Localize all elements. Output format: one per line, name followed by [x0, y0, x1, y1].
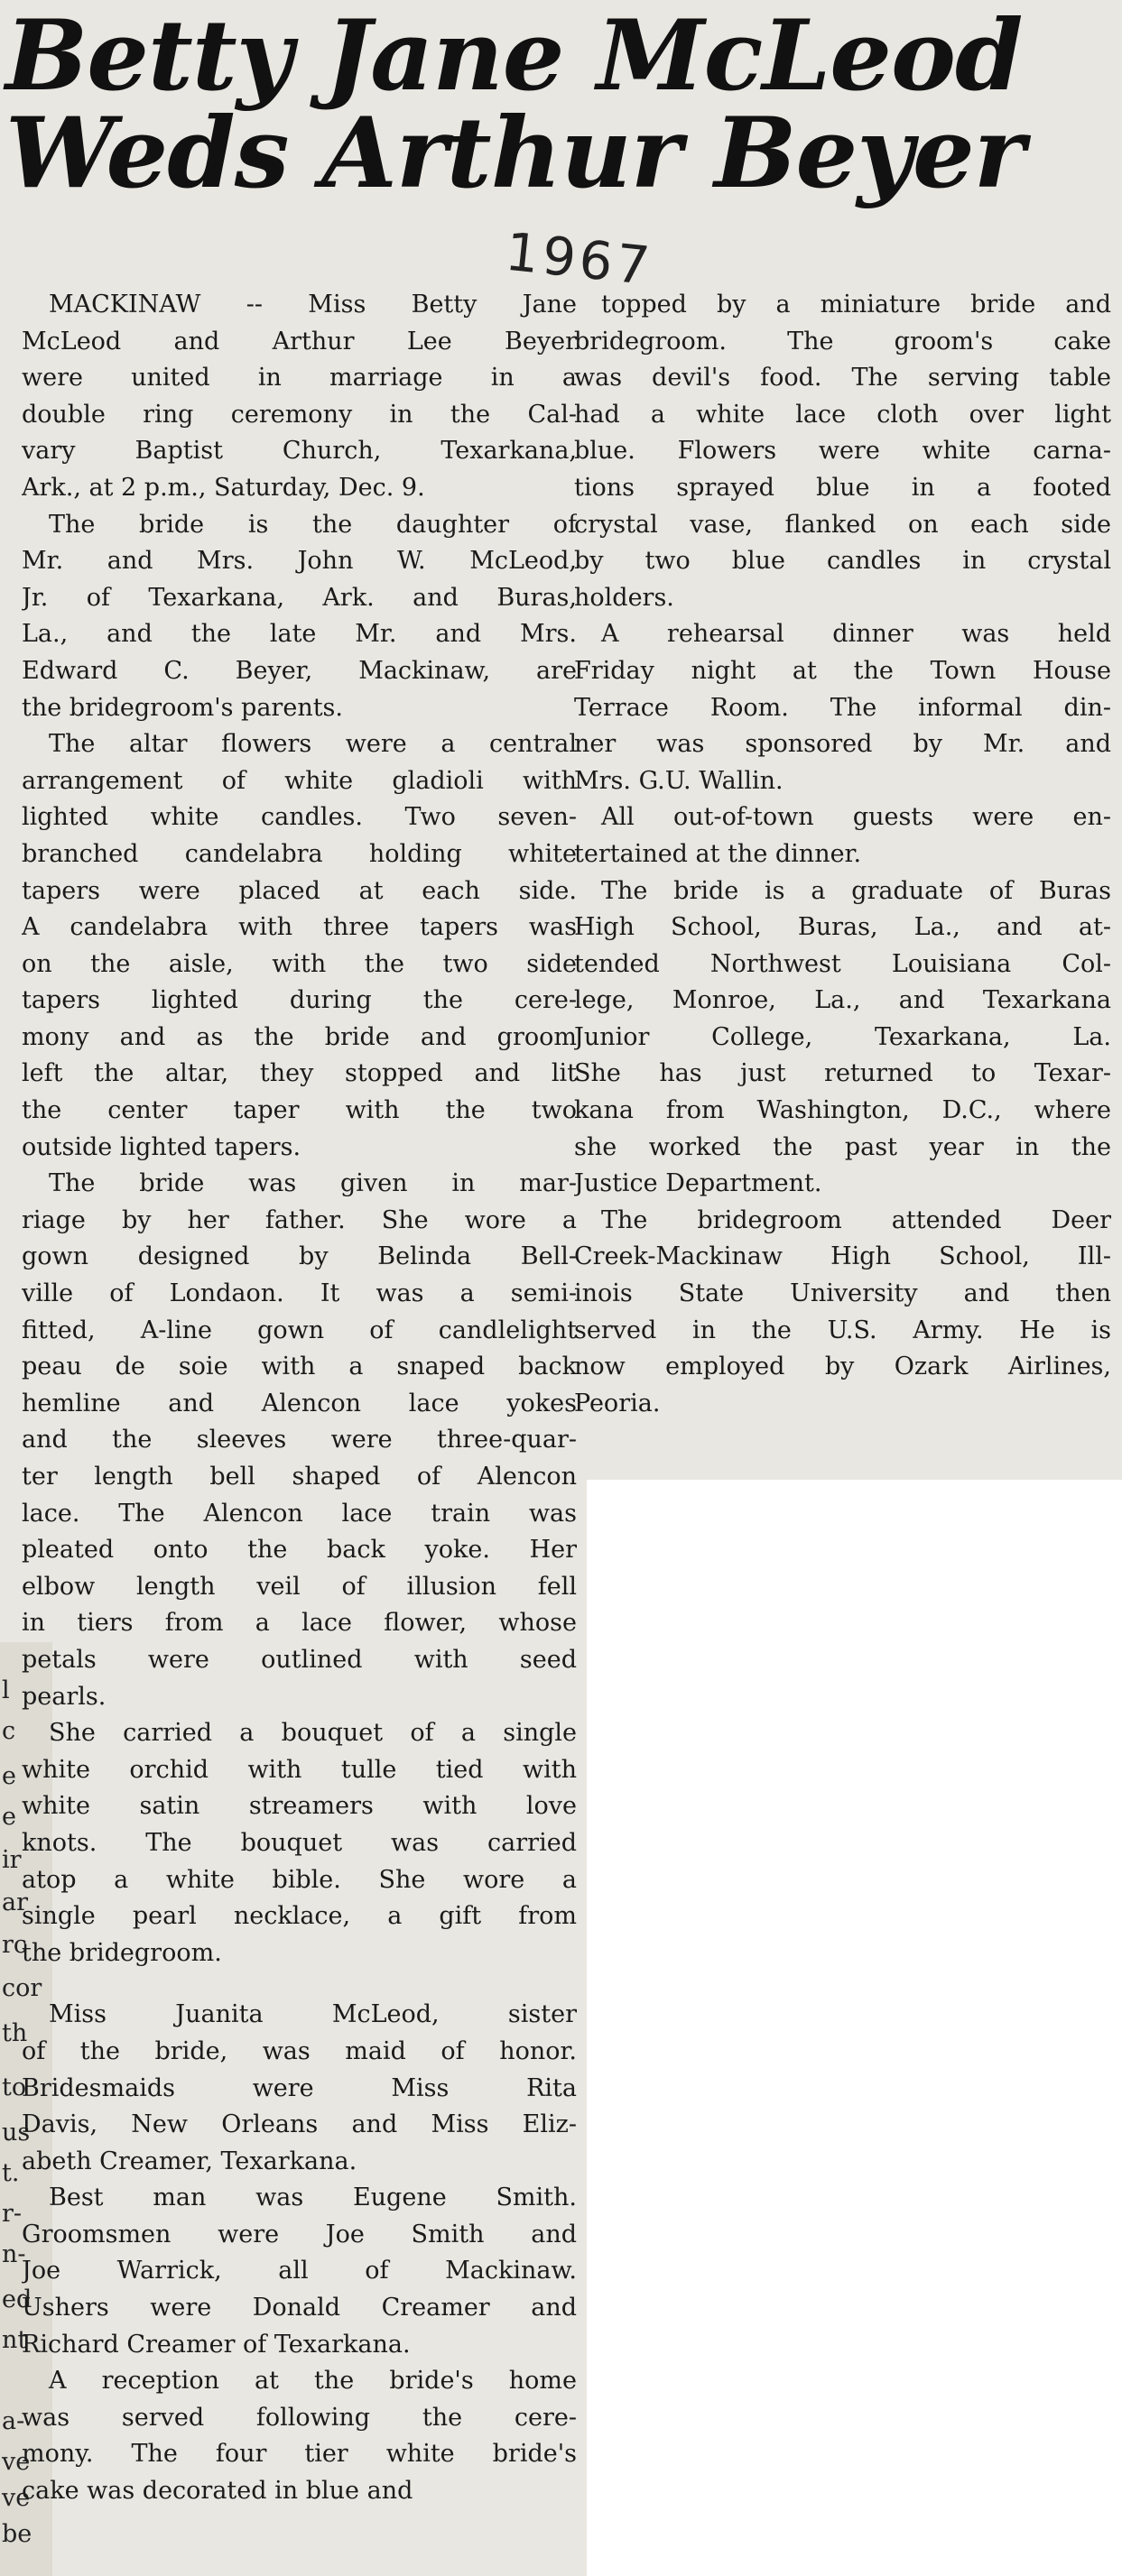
article-line: pearls.: [22, 1682, 107, 1711]
article-column-left: [22, 287, 577, 2510]
article-line: lege, Monroe, La., and Texarkana: [574, 986, 1111, 1015]
article-line: atop a white bible. She wore a: [22, 1865, 577, 1894]
article-line: The bride was given in mar-: [49, 1169, 577, 1198]
adjacent-column-fragment: e: [2, 1803, 16, 1831]
article-line: Mrs. G.U. Wallin.: [574, 766, 784, 795]
adjacent-column-fragment: a-: [2, 2407, 25, 2435]
article-line: Joe Warrick, all of Mackinaw.: [22, 2257, 577, 2285]
article-line: Ark., at 2 p.m., Saturday, Dec. 9.: [22, 473, 425, 502]
article-line: fitted, A-line gown of candlelight: [22, 1316, 577, 1344]
article-line: Justice Department.: [574, 1169, 822, 1198]
article-line: holders.: [574, 583, 674, 612]
article-line: mony and as the bride and groom: [22, 1022, 577, 1051]
article-line: High School, Buras, La., and at-: [574, 913, 1111, 942]
article-line: had a white lace cloth over light: [574, 400, 1111, 429]
article-line: Groomsmen were Joe Smith and: [22, 2220, 577, 2248]
article-line: A rehearsal dinner was held: [601, 620, 1111, 649]
adjacent-column-fragment: t.: [2, 2159, 20, 2187]
article-line: abeth Creamer, Texarkana.: [22, 2147, 357, 2175]
article-line: Best man was Eugene Smith.: [49, 2184, 577, 2212]
article-line: pleated onto the back yoke. Her: [22, 1536, 577, 1565]
article-line: tended Northwest Louisiana Col-: [574, 949, 1111, 978]
adjacent-column-fragment: ir: [2, 1846, 22, 1874]
article-line: peau de soie with a snaped back: [22, 1353, 577, 1381]
article-line: Terrace Room. The informal din-: [574, 693, 1111, 722]
article-line: vary Baptist Church, Texarkana,: [22, 437, 577, 466]
article-line: lace. The Alencon lace train was: [22, 1499, 577, 1528]
adjacent-column-fragment: ve: [2, 2484, 31, 2512]
article-line: kana from Washington, D.C., where: [574, 1096, 1111, 1125]
adjacent-column-fragment: n-: [2, 2240, 26, 2268]
article-line: crystal vase, flanked on each side: [574, 510, 1111, 539]
article-paragraph: [22, 1166, 577, 1715]
article-line: served in the U.S. Army. He is: [574, 1316, 1111, 1344]
adjacent-column-fragment: nt: [2, 2326, 28, 2354]
article-line: arrangement of white gladioli with: [22, 766, 577, 795]
article-line: petals were outlined with seed: [22, 1645, 577, 1674]
article-line: The bride is a graduate of Buras: [601, 876, 1111, 905]
article-paragraph: [22, 507, 577, 727]
article-line: single pearl necklace, a gift from: [22, 1902, 577, 1931]
article-line: Friday night at the Town House: [574, 656, 1111, 685]
article-line: bridegroom. The groom's cake: [574, 327, 1111, 355]
article-line: outside lighted tapers.: [22, 1132, 301, 1161]
article-line: A reception at the bride's home: [49, 2367, 577, 2396]
article-line: of the bride, was maid of honor.: [22, 2036, 577, 2065]
article-line: double ring ceremony in the Cal-: [22, 400, 577, 429]
article-line: ner was sponsored by Mr. and: [574, 730, 1111, 759]
article-line: tertained at the dinner.: [574, 839, 862, 868]
article-line: cake was decorated in blue and: [22, 2477, 413, 2506]
article-line: MACKINAW -- Miss Betty Jane: [49, 291, 577, 319]
article-paragraph: [22, 1997, 577, 2180]
article-line: Junior College, Texarkana, La.: [574, 1022, 1111, 1051]
article-line: Richard Creamer of Texarkana.: [22, 2330, 411, 2359]
article-line: The bridegroom attended Deer: [601, 1205, 1111, 1234]
article-line: hemline and Alencon lace yokes: [22, 1389, 577, 1417]
article-line: The bride is the daughter of: [49, 510, 577, 539]
article-line: Peoria.: [574, 1389, 661, 1417]
article-line: Miss Juanita McLeod, sister: [49, 2000, 577, 2029]
article-paragraph: [22, 1715, 577, 1971]
adjacent-column-fragment: ed: [2, 2285, 32, 2313]
article-line: All out-of-town guests were en-: [601, 803, 1111, 832]
article-line: The altar flowers were a central: [49, 730, 577, 759]
article-line: she worked the past year in the: [574, 1132, 1111, 1161]
article-line: the center taper with the two: [22, 1096, 577, 1125]
article-line: inois State University and then: [574, 1279, 1111, 1308]
article-line: ter length bell shaped of Alencon: [22, 1463, 577, 1491]
article-line: tions sprayed blue in a footed: [574, 473, 1111, 502]
article-line: white satin streamers with love: [22, 1792, 577, 1821]
adjacent-column-fragment: th: [2, 2019, 28, 2047]
article-line: riage by her father. She wore a: [22, 1205, 577, 1234]
article-line: A candelabra with three tapers was: [22, 913, 577, 942]
article-line: gown designed by Belinda Bell-: [22, 1242, 577, 1271]
article-line: the bridegroom's parents.: [22, 693, 343, 722]
handwritten-year-note: 1967: [502, 220, 656, 298]
blank-background: [587, 1480, 1122, 2576]
adjacent-column-fragment: ar: [2, 1888, 29, 1916]
article-line: Mr. and Mrs. John W. McLeod,: [22, 547, 577, 576]
article-line: blue. Flowers were white carna-: [574, 437, 1111, 466]
adjacent-column-fragment: cor: [2, 1974, 42, 2002]
adjacent-column-fragment: r-: [2, 2200, 23, 2228]
article-paragraph: [574, 616, 1111, 799]
article-paragraph: [574, 799, 1111, 873]
adjacent-column-fragment: ve: [2, 2448, 31, 2476]
article-paragraph: [22, 2180, 577, 2363]
article-line: were united in marriage in a: [22, 364, 577, 392]
adjacent-column-fragment: us: [2, 2119, 31, 2147]
article-line: white orchid with tulle tied with: [22, 1755, 577, 1784]
adjacent-column-fragment: rc: [2, 1931, 28, 1959]
article-line: knots. The bouquet was carried: [22, 1828, 577, 1857]
article-line: Ushers were Donald Creamer and: [22, 2294, 577, 2322]
adjacent-column-fragment: to: [2, 2073, 27, 2101]
article-paragraph: [22, 2363, 577, 2509]
article-line: ville of Londaon. It was a semi-: [22, 1279, 577, 1308]
article-column-right: [574, 287, 1111, 1422]
article-line: topped by a miniature bride and: [601, 291, 1111, 319]
headline: [5, 0, 1025, 210]
article-line: elbow length veil of illusion fell: [22, 1572, 577, 1601]
article-line: in tiers from a lace flower, whose: [22, 1609, 577, 1638]
adjacent-column-fragment: c: [2, 1717, 16, 1745]
article-line: and the sleeves were three-quar-: [22, 1426, 577, 1454]
article-paragraph: [22, 287, 577, 507]
article-line: McLeod and Arthur Lee Beyer: [22, 327, 577, 355]
article-line: left the altar, they stopped and lit: [22, 1059, 577, 1088]
adjacent-column-fragment: e: [2, 1762, 16, 1790]
article-line: Creek-Mackinaw High School, Ill-: [574, 1242, 1111, 1271]
headline-line-1: Betty Jane McLeod: [5, 0, 1023, 113]
article-line: She carried a bouquet of a single: [49, 1719, 577, 1748]
article-line: was served following the cere-: [22, 2403, 577, 2432]
article-line: She has just returned to Texar-: [574, 1059, 1111, 1088]
article-paragraph: [22, 726, 577, 1166]
article-line: Jr. of Texarkana, Ark. and Buras,: [22, 583, 577, 612]
article-line: tapers were placed at each side.: [22, 876, 577, 905]
article-paragraph: [574, 1203, 1111, 1423]
headline-line-2: Weds Arthur Beyer: [5, 97, 1025, 210]
article-line: mony. The four tier white bride's: [22, 2440, 577, 2469]
adjacent-column-fragment: l: [2, 1676, 10, 1704]
article-line: Edward C. Beyer, Mackinaw, are: [22, 656, 577, 685]
article-line: was devil's food. The serving table: [574, 364, 1111, 392]
article-line: Davis, New Orleans and Miss Eliz-: [22, 2110, 577, 2139]
article-line: tapers lighted during the cere-: [22, 986, 577, 1015]
article-line: branched candelabra holding white: [22, 839, 577, 868]
article-paragraph: [574, 873, 1111, 1203]
article-line: the bridegroom.: [22, 1938, 222, 1967]
article-line: now employed by Ozark Airlines,: [574, 1353, 1111, 1381]
article-line: lighted white candles. Two seven-: [22, 803, 577, 832]
article-paragraph: [574, 287, 1111, 616]
adjacent-column-fragment: be: [2, 2520, 32, 2548]
article-line: by two blue candles in crystal: [574, 547, 1111, 576]
article-line: La., and the late Mr. and Mrs.: [22, 620, 577, 649]
article-line: on the aisle, with the two side: [22, 949, 577, 978]
article-line: Bridesmaids were Miss Rita: [22, 2073, 577, 2102]
